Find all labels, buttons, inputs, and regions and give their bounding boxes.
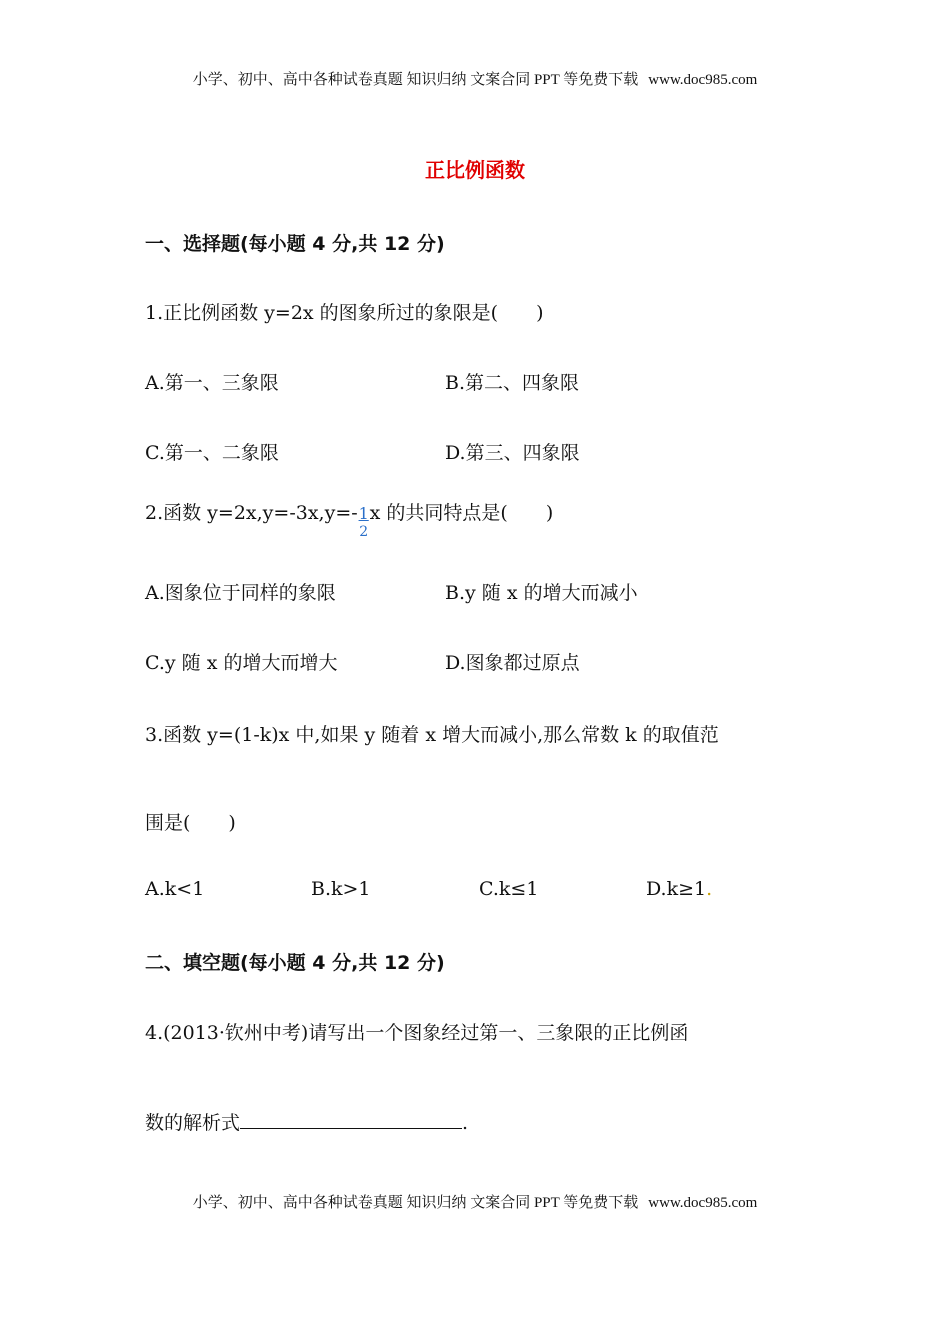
question-2-option-a: A.图象位于同样的象限 <box>145 582 336 604</box>
header-text: 小学、初中、高中各种试卷真题 知识归纳 文案合同 PPT 等免费下载 <box>192 72 639 88</box>
section-heading-choice: 一、选择题(每小题 4 分,共 12 分) <box>145 233 445 255</box>
footer-text: 小学、初中、高中各种试卷真题 知识归纳 文案合同 PPT 等免费下载 <box>192 1195 639 1211</box>
question-3-stem-line1: 3.函数 y=(1-k)x 中,如果 y 随着 x 增大而减小,那么常数 k 的取值范 <box>145 724 719 746</box>
question-1-option-c: C.第一、二象限 <box>145 442 279 464</box>
fraction-numerator: 1 <box>358 504 369 523</box>
question-2-stem <box>145 498 554 540</box>
question-2-stem-start: 2.函数 y=2x,y=-3x,y=- <box>145 502 358 524</box>
question-2-stem-end: x 的共同特点是( ) <box>369 502 554 524</box>
question-3-option-d-text: D.k≥1 <box>646 878 707 900</box>
question-1-option-d: D.第三、四象限 <box>445 442 580 464</box>
fraction-one-half <box>358 502 370 540</box>
question-3-option-a: A.k<1 <box>145 878 205 900</box>
page-footer <box>0 1191 950 1212</box>
question-4-end: . <box>462 1112 469 1134</box>
question-4-stem-line1: 4.(2013·钦州中考)请写出一个图象经过第一、三象限的正比例函 <box>145 1022 689 1044</box>
question-4-stem-line2-text: 数的解析式 <box>145 1112 241 1134</box>
fraction-denominator: 2 <box>359 524 369 540</box>
section-heading-fill: 二、填空题(每小题 4 分,共 12 分) <box>145 952 445 974</box>
page-title: 正比例函数 <box>425 158 525 182</box>
answer-blank[interactable] <box>240 1110 462 1129</box>
question-3-stem-line2: 围是( ) <box>145 812 236 834</box>
footer-site[interactable]: www.doc985.com <box>648 1195 758 1211</box>
question-4-stem-line2 <box>145 1108 468 1135</box>
question-2-option-c: C.y 随 x 的增大而增大 <box>145 652 338 674</box>
page-header <box>0 68 950 89</box>
question-2-option-d: D.图象都过原点 <box>445 652 580 674</box>
question-3-option-d-mark: . <box>706 878 713 900</box>
question-3-option-b: B.k>1 <box>311 878 371 900</box>
question-2-option-b: B.y 随 x 的增大而减小 <box>445 582 638 604</box>
question-3-option-d <box>646 878 712 900</box>
question-3-option-c: C.k≤1 <box>479 878 539 900</box>
question-1-option-a: A.第一、三象限 <box>145 372 279 394</box>
question-1-option-b: B.第二、四象限 <box>445 372 580 394</box>
header-site[interactable]: www.doc985.com <box>648 72 758 88</box>
question-1-stem: 1.正比例函数 y=2x 的图象所过的象限是( ) <box>145 302 544 324</box>
